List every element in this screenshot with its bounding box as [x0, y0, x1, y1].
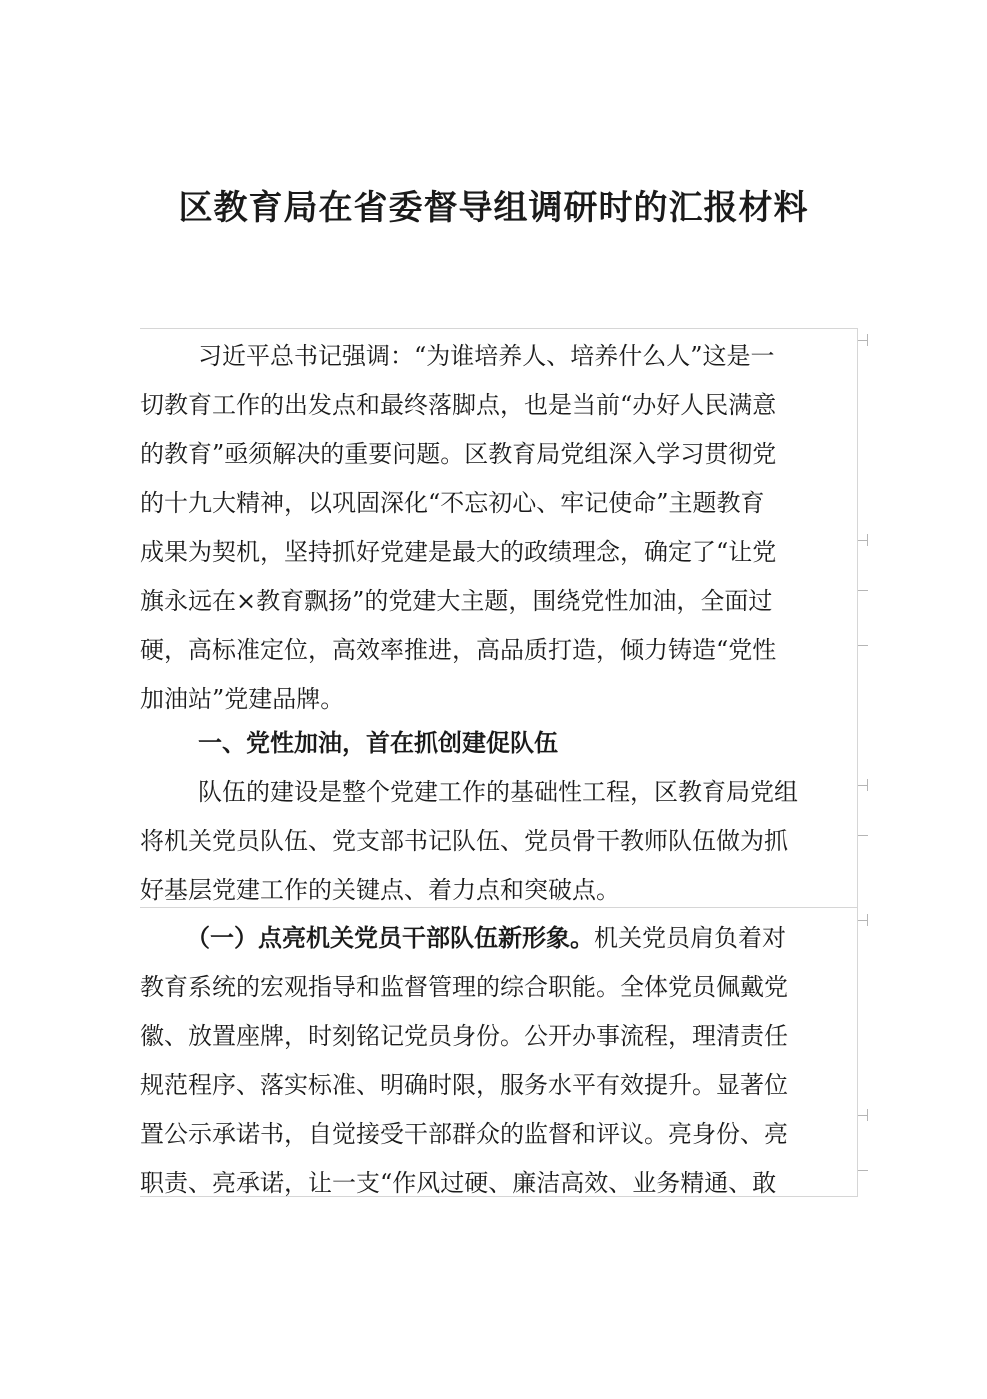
paragraph-line: 的十九大精神，以巩固深化“不忘初心、牢记使命”主题教育 — [140, 489, 765, 517]
paragraph-line: 硬，高标准定位，高效率推进，高品质打造，倾力铸造“党性 — [140, 636, 777, 664]
margin-tick — [858, 835, 868, 836]
margin-tick — [858, 645, 868, 646]
margin-tick — [867, 1109, 868, 1121]
margin-tick — [867, 534, 868, 546]
paragraph-line: 成果为契机，坚持抓好党建是最大的政绩理念，确定了“让党 — [140, 538, 777, 566]
margin-tick — [867, 914, 868, 926]
document-title: 区教育局在省委督导组调研时的汇报材料 — [178, 188, 809, 228]
paragraph-line: 旗永远在×教育飘扬”的党建大主题，围绕党性加油，全面过 — [140, 587, 773, 615]
text-area-top-border — [140, 328, 858, 329]
paragraph-line: 切教育工作的出发点和最终落脚点，也是当前“办好人民满意 — [140, 391, 777, 419]
margin-tick — [867, 779, 868, 791]
paragraph-line: 置公示承诺书，自觉接受干部群众的监督和评议。亮身份、亮 — [140, 1120, 788, 1148]
margin-tick — [858, 590, 868, 591]
paragraph-line: 习近平总书记强调：“为谁培养人、培养什么人”这是一 — [198, 342, 775, 370]
margin-tick — [858, 1170, 868, 1171]
paragraph-line: 将机关党员队伍、党支部书记队伍、党员骨干教师队伍做为抓 — [140, 827, 788, 855]
paragraph-line: 教育系统的宏观指导和监督管理的综合职能。全体党员佩戴党 — [140, 973, 788, 1001]
paragraph-line: 加油站”党建品牌。 — [140, 685, 345, 713]
subsection-lead: （一）点亮机关党员干部队伍新形象。 — [186, 924, 594, 952]
paragraph-line — [186, 918, 786, 958]
paragraph-line: 规范程序、落实标准、明确时限，服务水平有效提升。显著位 — [140, 1071, 788, 1099]
paragraph-line: 队伍的建设是整个党建工作的基础性工程，区教育局党组 — [198, 778, 798, 806]
paragraph-line: 徽、放置座牌，时刻铭记党员身份。公开办事流程，理清责任 — [140, 1022, 788, 1050]
paragraph-line: 好基层党建工作的关键点、着力点和突破点。 — [140, 876, 620, 904]
paragraph-text: 机关党员肩负着对 — [594, 924, 786, 952]
margin-tick — [867, 334, 868, 346]
paragraph-line: 的教育”亟须解决的重要问题。区教育局党组深入学习贯彻党 — [140, 440, 777, 468]
paragraph-line: 职责、亮承诺，让一支“作风过硬、廉洁高效、业务精通、敢 — [140, 1169, 777, 1197]
text-area-right-border — [857, 328, 858, 1196]
section-heading-text: 一、党性加油，首在抓创建促队伍 — [198, 729, 558, 757]
